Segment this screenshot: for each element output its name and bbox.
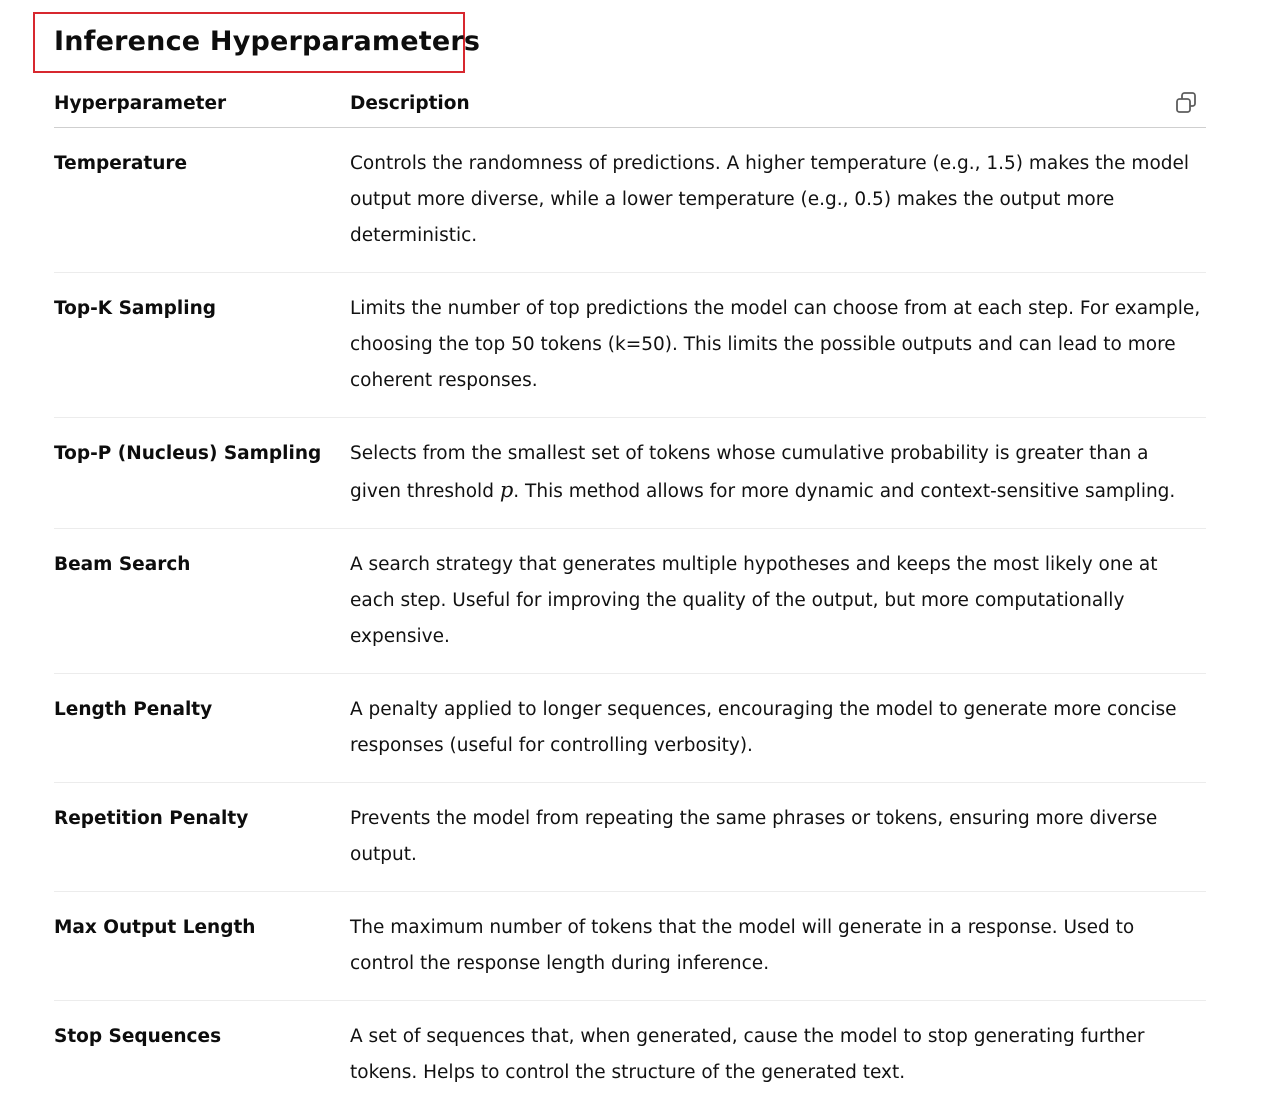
math-variable-p: p xyxy=(499,478,514,502)
table-row xyxy=(54,529,1206,674)
table-row xyxy=(54,418,1206,529)
param-name: Repetition Penalty xyxy=(54,808,249,829)
table-row xyxy=(54,892,1206,1001)
param-description: Prevents the model from repeating the same phrases or tokens, ensuring more diverse output. xyxy=(350,808,1158,865)
param-name: Stop Sequences xyxy=(54,1026,222,1047)
param-name: Top-K Sampling xyxy=(54,298,216,319)
param-description-part: Selects from the smallest set of tokens whose cumulative probability is greater than a given threshold xyxy=(350,443,1149,502)
param-name: Temperature xyxy=(54,153,188,174)
table-row xyxy=(54,674,1206,783)
param-description: A penalty applied to longer sequences, encouraging the model to generate more concise responses (useful for controlling verbosity). xyxy=(350,699,1177,756)
table-row xyxy=(54,128,1206,273)
column-header-hyperparameter: Hyperparameter xyxy=(54,93,227,114)
param-name: Max Output Length xyxy=(54,917,256,938)
section-title: Inference Hyperparameters xyxy=(54,26,481,57)
param-name: Length Penalty xyxy=(54,699,213,720)
table-row xyxy=(54,1001,1206,1109)
param-description: Limits the number of top predictions the model can choose from at each step. For example, choosing the top 50 tokens (k=50). This limits the possible outputs and can lead to more coherent responses. xyxy=(350,298,1201,391)
param-description: Controls the randomness of predictions. A higher temperature (e.g., 1.5) makes the model output more diverse, while a lower temperature (e.g., 0.5) makes the output more deterministic. xyxy=(350,153,1190,246)
param-description-part: . This method allows for more dynamic and context-sensitive sampling. xyxy=(513,481,1176,502)
param-name: Beam Search xyxy=(54,554,191,575)
param-name: Top-P (Nucleus) Sampling xyxy=(54,443,322,464)
hyperparameter-table xyxy=(54,82,1206,1109)
param-description: A search strategy that generates multiple hypotheses and keeps the most likely one at each step. Useful for improving the quality of the output, but more computationally expensive. xyxy=(350,554,1158,647)
param-description xyxy=(350,436,1206,510)
param-description: A set of sequences that, when generated, cause the model to stop generating further tokens. Helps to control the structure of the generated text. xyxy=(350,1026,1145,1083)
table-header xyxy=(54,82,1206,128)
column-header-description: Description xyxy=(350,93,470,114)
copy-icon[interactable] xyxy=(1173,90,1199,116)
table-row xyxy=(54,273,1206,418)
table-row xyxy=(54,783,1206,892)
param-description: The maximum number of tokens that the model will generate in a response. Used to control the response length during inference. xyxy=(350,917,1135,974)
